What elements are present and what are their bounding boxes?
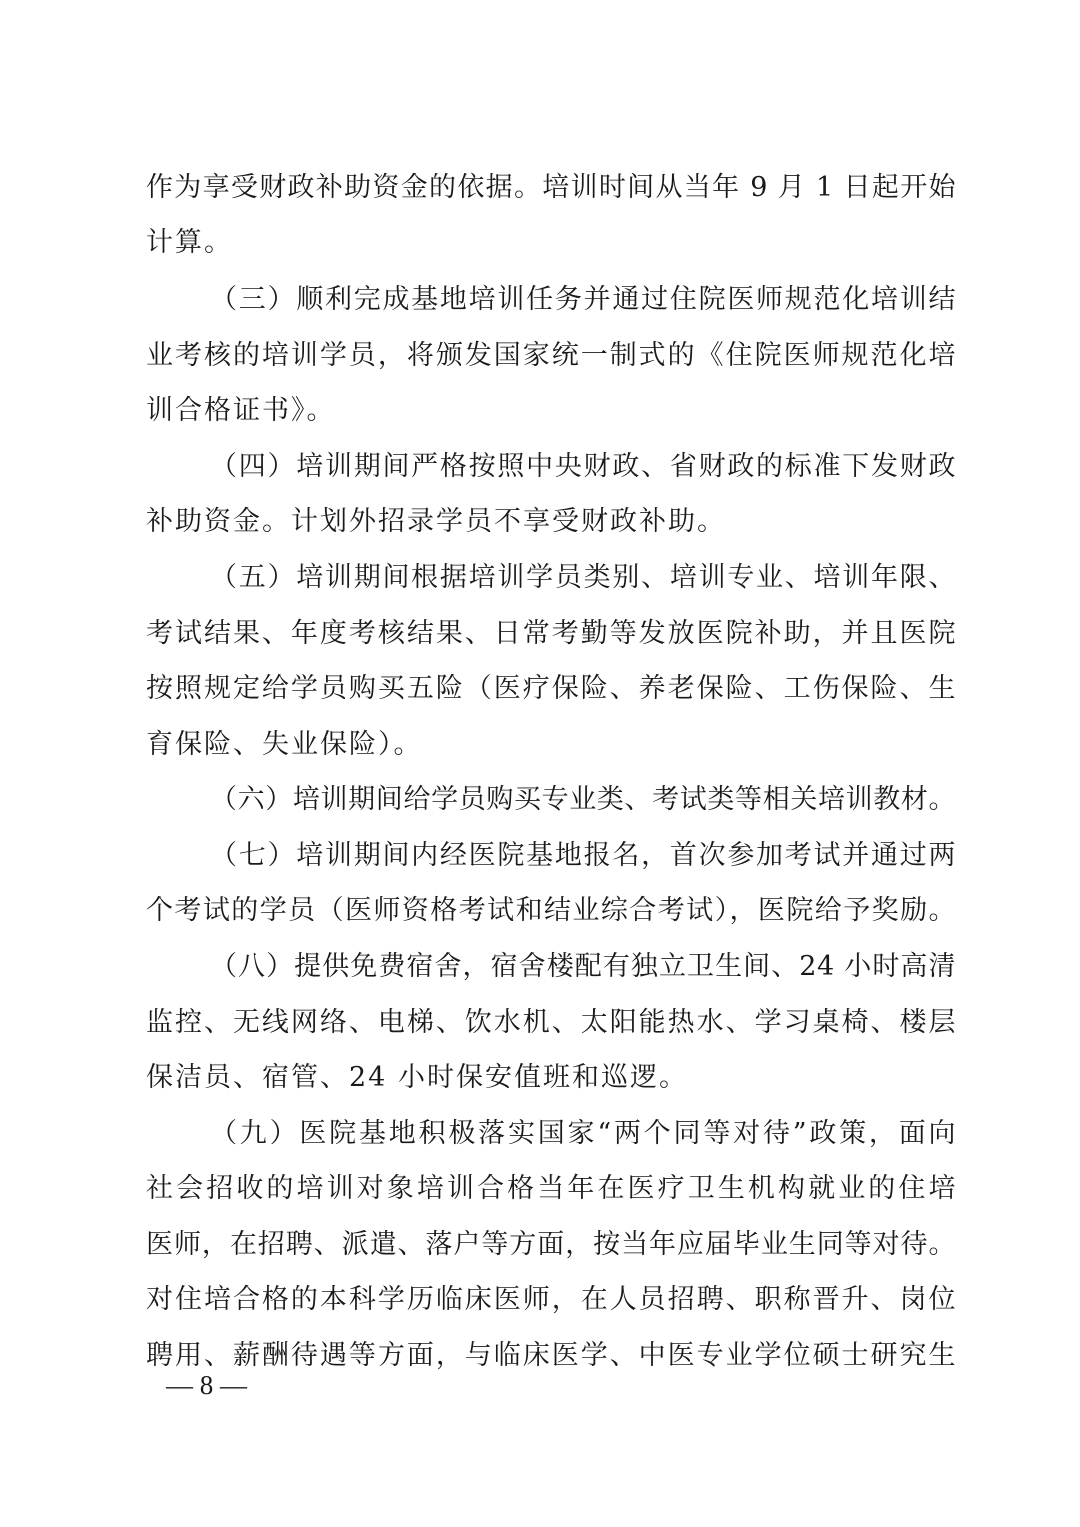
text-line: 补助资金。计划外招录学员不享受财政补助。 <box>146 506 726 537</box>
section-9-heading-line: （九）医院基地积极落实国家“两个同等对待”政策，面向 <box>210 1118 956 1149</box>
text-line: 社会招收的培训对象培训合格当年在医疗卫生机构就业的住培 <box>146 1173 956 1204</box>
section-8-heading-line: （八）提供免费宿舍，宿舍楼配有独立卫生间、24 小时高清 <box>210 951 956 982</box>
section-4-heading-line: （四）培训期间严格按照中央财政、省财政的标准下发财政 <box>210 451 956 482</box>
section-6-heading-line: （六）培训期间给学员购买专业类、考试类等相关培训教材。 <box>210 784 956 815</box>
text-line: 保洁员、宿管、24 小时保安值班和巡逻。 <box>146 1062 688 1093</box>
text-line: 按照规定给学员购买五险（医疗保险、养老保险、工伤保险、生 <box>146 673 956 704</box>
text-line: 育保险、失业保险）。 <box>146 729 423 760</box>
section-7-heading-line: （七）培训期间内经医院基地报名，首次参加考试并通过两 <box>210 840 956 871</box>
text-line: 监控、无线网络、电梯、饮水机、太阳能热水、学习桌椅、楼层 <box>146 1007 956 1038</box>
page-number: — 8 — <box>166 1370 247 1400</box>
text-line: 医师，在招聘、派遣、落户等方面，按当年应届毕业生同等对待。 <box>146 1229 956 1260</box>
text-line: 业考核的培训学员，将颁发国家统一制式的《住院医师规范化培 <box>146 340 956 371</box>
section-3-heading-line: （三）顺利完成基地培训任务并通过住院医师规范化培训结 <box>210 284 956 315</box>
text-line: 作为享受财政补助资金的依据。培训时间从当年 9 月 1 日起开始 <box>146 172 956 203</box>
section-5-heading-line: （五）培训期间根据培训学员类别、培训专业、培训年限、 <box>210 562 956 593</box>
text-line: 聘用、薪酬待遇等方面，与临床医学、中医专业学位硕士研究生 <box>146 1340 956 1371</box>
text-line: 对住培合格的本科学历临床医师，在人员招聘、职称晋升、岗位 <box>146 1284 956 1315</box>
text-line: 考试结果、年度考核结果、日常考勤等发放医院补助，并且医院 <box>146 618 956 649</box>
text-line: 计算。 <box>146 227 233 258</box>
text-line: 个考试的学员（医师资格考试和结业综合考试），医院给予奖励。 <box>146 895 956 926</box>
text-line: 训合格证书》。 <box>146 395 336 426</box>
